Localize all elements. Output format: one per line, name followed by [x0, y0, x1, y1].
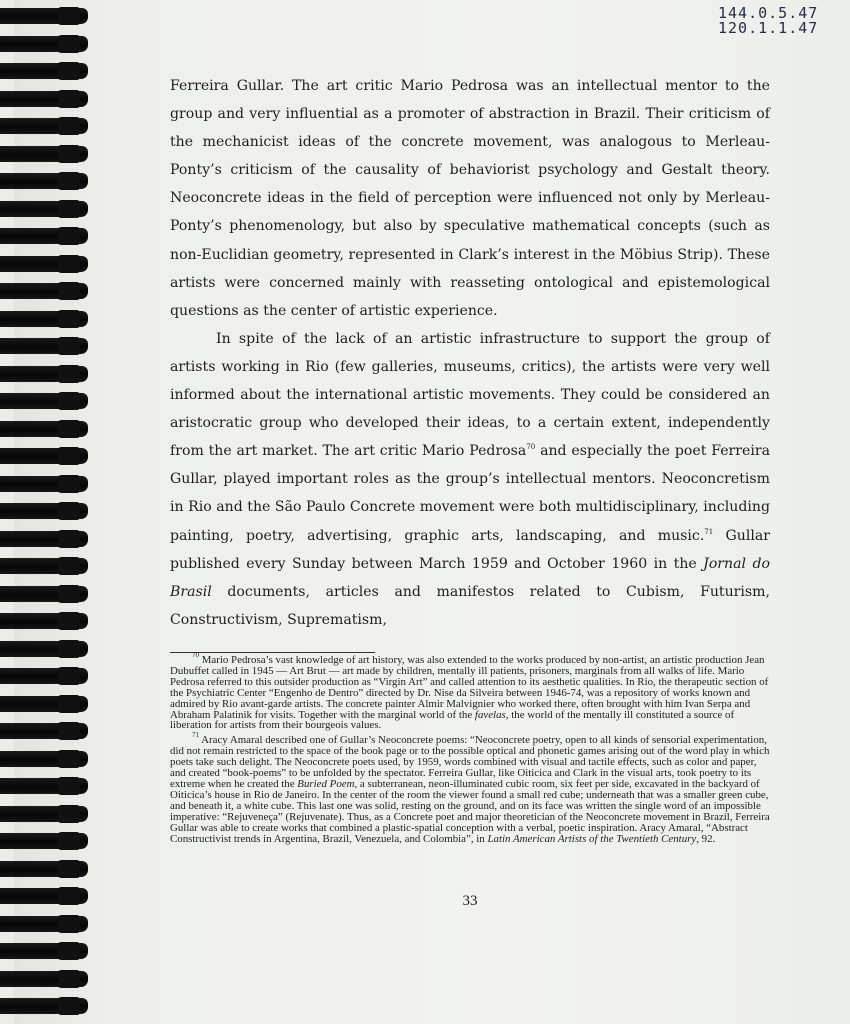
catalog-mark: [718, 6, 828, 36]
footnote-ref-70: 70: [526, 443, 536, 452]
body-text: [170, 72, 770, 634]
catalog-mark-line-1: 144.0.5.47: [718, 4, 819, 22]
binding-hole: [58, 255, 80, 273]
binding-hole: [58, 832, 80, 850]
binding-hole: [58, 227, 80, 245]
binding-hole: [58, 282, 80, 300]
binding-hole: [58, 365, 80, 383]
footnote-71-text-c: , 92.: [696, 832, 716, 845]
binding-hole: [58, 420, 80, 438]
footnote-71-buried-poem: Buried Poem: [297, 777, 355, 790]
binding-hole: [58, 750, 80, 768]
binding-hole: [58, 7, 80, 25]
binding-hole: [58, 392, 80, 410]
binding-hole: [58, 310, 80, 328]
paragraph-2-part-c: Gullar published every Sunday between March 1959 and October 1960 in the: [170, 527, 770, 572]
footnote-71-text-a: Aracy Amaral described one of Gullar’s Neoconcrete poems: “Neoconcrete poetry, open to all kinds of sensorial experimentation, did not remain restricted to the space of the book page or to the possible optical and phonetic games arising out of the word play in which poets take such delight. The Neoconcrete poets used, by 1959, words combined with visual and tactile effects, such as color and paper, and created “book-poems” to be unfolded by the spectator. Ferreira Gullar, like Oiticica and Clark in the visual arts, took poetry to its extreme when he created the: [170, 734, 770, 790]
footnotes: [170, 651, 774, 848]
binding-hole: [58, 860, 80, 878]
binding-hole: [58, 117, 80, 135]
page-number: 33: [462, 893, 478, 909]
binding-hole: [58, 145, 80, 163]
binding-hole: [58, 557, 80, 575]
footnote-70: [170, 651, 774, 732]
binding-hole: [58, 475, 80, 493]
binding-hole: [58, 612, 80, 630]
paragraph-2: [170, 325, 770, 634]
paragraph-2-part-a: In spite of the lack of an artistic infrastructure to support the group of artists working in Rio (few galleries, museums, critics), the artists were very well informed about the international artistic movements. They could be considered an aristocratic group who developed their ideas, to a certain extent, independently from the art market. The art critic Mario Pedrosa: [170, 330, 770, 460]
footnote-71-text-b: , a subterranean, neon-illuminated cubic room, six feet per side, excavated in the backyard of Oiticica’s house in Rio de Janeiro. In the center of the room the viewer found a small red cube; underneath that was a smaller green cube, and beneath it, a white cube. This last one was solid, resting on the ground, and on its face was written the single word of an impossible imperative: “Rejuveneça” (Rejuvenate). Thus, as a Concrete poet and major theoretician of the Neoconcrete movement in Brazil, Ferreira Gullar was able to create works that combined a plastic-spatial conception with a verbal, poetic inspiration. Aracy Amaral, “Abstract Constructivist trends in Argentina, Brazil, Venezuela, and Colombia”, in: [170, 777, 770, 845]
binding-hole: [58, 447, 80, 465]
binding-hole: [58, 502, 80, 520]
binding-hole: [58, 172, 80, 190]
paragraph-2-part-d: documents, articles and manifestos related to Cubism, Futurism, Constructivism, Suprematism,: [170, 583, 770, 628]
binding-hole: [58, 200, 80, 218]
catalog-mark-line-2: 120.1.1.47: [718, 19, 819, 37]
binding-hole: [58, 695, 80, 713]
binding-hole: [58, 805, 80, 823]
footnote-71-number: 71: [192, 731, 199, 740]
binding-hole: [58, 35, 80, 53]
binding-hole: [58, 942, 80, 960]
binding-hole: [58, 777, 80, 795]
footnote-71-book-title: Latin American Artists of the Twentieth Century: [487, 832, 697, 845]
binding-hole: [58, 585, 80, 603]
footnote-70-favelas: favelas: [474, 708, 506, 721]
spiral-binding: [0, 0, 95, 1024]
footnote-70-text-a: Mario Pedrosa’s vast knowledge of art history, was also extended to the works produced by non-artist, an artistic production Jean Dubuffet called in 1945 — Art Brut — art made by children, mentally ill patients, prisoners, marginals from all walks of life. Mario Pedrosa referred to this outsider production as “Virgin Art” and called attention to its aesthetic qualities. In Rio, the therapeutic section of the Psychiatric Center “Engenho de Dentro” directed by Dr. Nise da Silveira between 1946-74, was a repository of works known and admired by Rio avant-garde artists. The concrete painter Almir Malvignier who worked there, often brought with him Ivan Serpa and Abraham Palatinik for visits. Together with the marginal world of the: [170, 654, 769, 721]
binding-hole: [58, 530, 80, 548]
binding-hole: [58, 337, 80, 355]
paragraph-2-part-b: and especially the poet Ferreira Gullar, played important roles as the group’s intellectual mentors. Neoconcretism in Rio and the São Paulo Concrete movement were both multidisciplinary, including painting, poetry, advertising, graphic arts, landscaping, and music.: [170, 443, 770, 544]
binding-hole: [58, 997, 80, 1015]
binding-hole: [58, 90, 80, 108]
binding-hole: [58, 970, 80, 988]
binding-hole: [58, 667, 80, 685]
paragraph-1: Ferreira Gullar. The art critic Mario Pedrosa was an intellectual mentor to the group and very influential as a promoter of abstraction in Brazil. Their criticism of the mechanicist ideas of the concrete movement, was analogous to Merleau-Ponty’s criticism of the causality of behaviorist psychology and Gestalt theory. Neoconcrete ideas in the field of perception were influenced not only by Merleau-Ponty’s phenomenology, but also by speculative mathematical concepts (such as non-Euclidian geometry, represented in Clark’s interest in the Möbius Strip). These artists were concerned mainly with reasseting ontological and epistemological questions as the center of artistic experience.: [170, 78, 770, 319]
binding-hole: [58, 640, 80, 658]
binding-hole: [58, 887, 80, 905]
footnote-rule: [170, 652, 375, 653]
footnote-70-number: 70: [192, 651, 199, 659]
binding-hole: [58, 722, 80, 740]
footnote-ref-71: 71: [704, 527, 714, 536]
binding-hole: [58, 915, 80, 933]
footnote-70-text-b: , the world of the mentally ill constituted a source of liberation for artists from their bourgeois values.: [170, 708, 735, 732]
journal-title: Jornal do Brasil: [170, 555, 770, 600]
binding-hole: [58, 62, 80, 80]
footnote-71: [170, 731, 774, 845]
